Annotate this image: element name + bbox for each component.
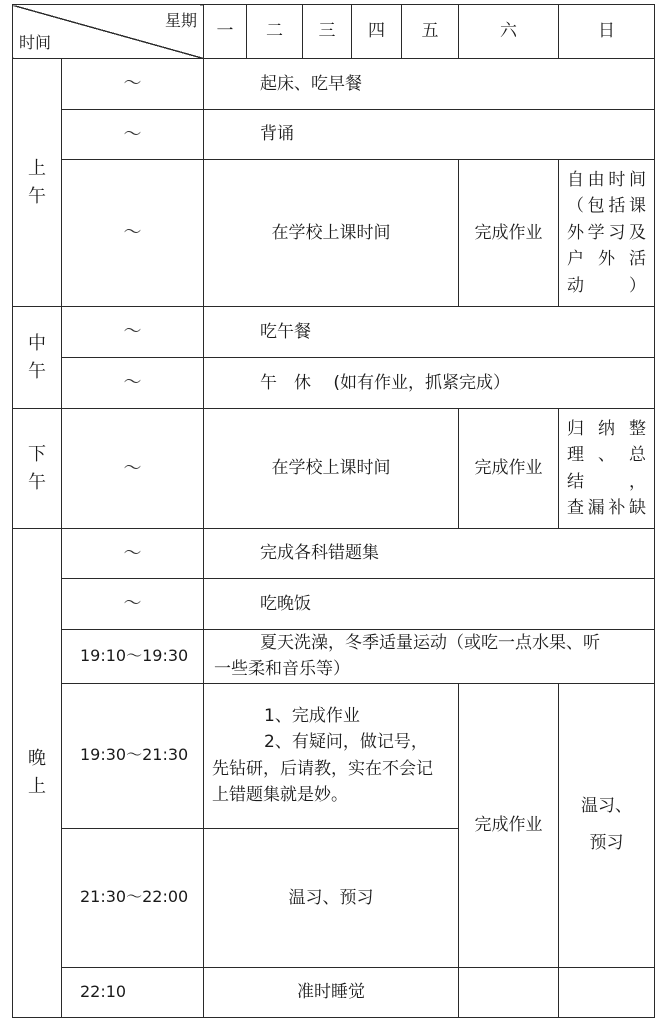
sun-sleep-blank <box>559 967 655 1017</box>
activity-school-am: 在学校上课时间 <box>204 160 459 307</box>
time-study: 19:30～21:30 <box>62 683 204 828</box>
period-afternoon: 下 午 <box>13 409 62 529</box>
row-nap <box>13 358 655 409</box>
activity-review: 温习、预习 <box>204 828 459 967</box>
activity-lunch: 吃午餐 <box>204 307 655 358</box>
row-wake <box>13 59 655 110</box>
time-cell: ～ <box>62 307 204 358</box>
period-morning: 上 午 <box>13 59 62 307</box>
time-sleep: 22:10 <box>62 967 204 1017</box>
time-label: 时间 <box>19 33 52 53</box>
time-cell: ～ <box>62 529 204 579</box>
sun-am-free-time: 自由时间 （包括课 外学习及 户 外 活 动） <box>559 160 655 307</box>
activity-sleep: 准时睡觉 <box>204 967 459 1017</box>
corner-header-cell <box>13 5 204 59</box>
row-error-book <box>13 529 655 579</box>
period-noon: 中 午 <box>13 307 62 409</box>
activity-error-book: 完成各科错题集 <box>204 529 655 579</box>
time-cell: ～ <box>62 358 204 409</box>
sat-pm-homework: 完成作业 <box>459 409 559 529</box>
time-bath: 19:10～19:30 <box>62 630 204 684</box>
day-header-sun: 日 <box>559 5 655 59</box>
day-header-thu: 四 <box>352 5 402 59</box>
row-school-pm <box>13 409 655 529</box>
row-recite <box>13 110 655 160</box>
day-header-tue: 二 <box>247 5 303 59</box>
row-lunch <box>13 307 655 358</box>
time-cell: ～ <box>62 110 204 160</box>
weekday-label: 星期 <box>164 11 197 30</box>
day-header-mon: 一 <box>204 5 247 59</box>
time-review: 21:30～22:00 <box>62 828 204 967</box>
activity-study-plan: 1、完成作业 2、有疑问，做记号， 先钻研，后请教，实在不会记 上错题集就是妙。 <box>204 683 459 828</box>
day-header-sat: 六 <box>459 5 559 59</box>
day-header-fri: 五 <box>402 5 459 59</box>
day-header-wed: 三 <box>303 5 352 59</box>
sat-sleep-blank <box>459 967 559 1017</box>
sat-eve-homework: 完成作业 <box>459 683 559 967</box>
time-cell: ～ <box>62 579 204 630</box>
row-study <box>13 683 655 828</box>
activity-dinner: 吃晚饭 <box>204 579 655 630</box>
time-cell: ～ <box>62 160 204 307</box>
row-bath <box>13 630 655 684</box>
header-row <box>13 5 655 59</box>
activity-bath-exercise: 夏天洗澡，冬季适量运动（或吃一点水果、听 一些柔和音乐等） <box>204 630 655 684</box>
daily-schedule-table <box>12 4 655 1018</box>
time-cell: ～ <box>62 59 204 110</box>
row-sleep <box>13 967 655 1017</box>
activity-nap: 午 休 (如有作业，抓紧完成） <box>204 358 655 409</box>
row-dinner <box>13 579 655 630</box>
row-school-am <box>13 160 655 307</box>
activity-school-pm: 在学校上课时间 <box>204 409 459 529</box>
time-cell: ～ <box>62 409 204 529</box>
sun-eve-review: 温习、 预习 <box>559 683 655 967</box>
sat-am-homework: 完成作业 <box>459 160 559 307</box>
period-evening: 晚 上 <box>13 529 62 1018</box>
sun-pm-review: 归 纳 整 理、总结， 查漏补缺 <box>559 409 655 529</box>
activity-wake-breakfast: 起床、吃早餐 <box>204 59 655 110</box>
activity-recite: 背诵 <box>204 110 655 160</box>
